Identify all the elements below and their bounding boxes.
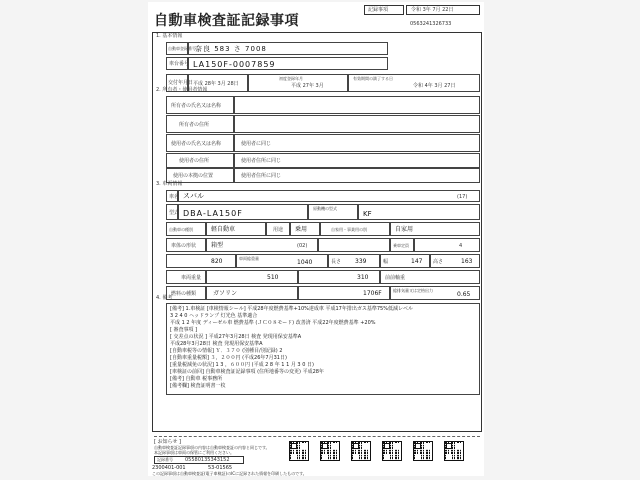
section-remarks-title: 4. 備考 bbox=[156, 295, 173, 301]
capacity-value-cell bbox=[414, 238, 480, 252]
use-label: 用途 bbox=[273, 227, 284, 233]
capacity-value: 4 bbox=[459, 243, 463, 249]
remarks-box bbox=[166, 303, 480, 395]
engine-value: KF bbox=[363, 210, 372, 218]
qr-code-4 bbox=[383, 442, 401, 460]
owner-name-label: 所有者の氏名又は名称 bbox=[171, 103, 222, 109]
axle-front-cell bbox=[206, 270, 298, 284]
footer-code-mid: 53-01565 bbox=[208, 465, 233, 471]
user-addr-label: 使用者の住所 bbox=[179, 158, 210, 164]
maker-value: スバル bbox=[183, 192, 204, 200]
width-value: 147 bbox=[411, 258, 423, 265]
expiry-cell bbox=[348, 74, 480, 92]
base-value: 使用者住所に同じ bbox=[241, 173, 282, 179]
shape-value: 箱型 bbox=[211, 242, 224, 249]
weight-label: 車両重量 bbox=[181, 275, 202, 281]
owner-name-label-cell bbox=[166, 96, 234, 114]
engine-label-cell bbox=[308, 204, 358, 220]
section-owner-title: 2. 所有者・使用者情報 bbox=[156, 87, 208, 93]
private-label-cell bbox=[320, 222, 390, 236]
axle-front-value: 510 bbox=[267, 274, 279, 281]
maker-value-cell bbox=[178, 190, 480, 202]
use-label-cell bbox=[266, 222, 290, 236]
header-stamp-text: 記録事項 bbox=[368, 7, 389, 13]
first-reg-value: 平成 27年 3月 bbox=[291, 83, 324, 89]
base-value-cell bbox=[234, 168, 480, 183]
gross-value: 1040 bbox=[297, 259, 313, 266]
issue-value: 平成 28年 3月 28日 bbox=[193, 81, 239, 87]
section-vehicle-title: 3. 車両情報 bbox=[156, 181, 183, 187]
footer-hint-line-2: 本記録事項は車両の保管にご利用ください。 bbox=[154, 450, 234, 455]
remark-line-1: [備考] 1.車検証 [車検情報シール] 平成28年度燃費基準+10%達成車 平成17年排出ガス基準75%低減レベル bbox=[170, 306, 413, 312]
first-reg-label: 初度登録年月 bbox=[279, 76, 303, 81]
weight-value: 820 bbox=[211, 258, 223, 265]
user-name-label: 使用者の氏名又は名称 bbox=[171, 141, 222, 147]
reg-label-cell bbox=[166, 42, 196, 55]
footer-hint-title: [ お知らせ ] bbox=[154, 439, 181, 445]
weight-cell bbox=[166, 254, 236, 268]
width-label: 幅 bbox=[383, 259, 389, 265]
expiry-value: 令和 4年 3月 27日 bbox=[413, 83, 456, 89]
user-name-value: 使用者に同じ bbox=[241, 141, 272, 147]
issue-label: 交付年月日 bbox=[168, 80, 194, 86]
remark-line-12: [備考欄] 検査証明書一枚 bbox=[170, 383, 226, 389]
chassis-label: 車台番号 bbox=[169, 61, 190, 67]
shape-code: (02) bbox=[297, 243, 308, 249]
chassis-label-cell bbox=[166, 57, 188, 70]
private-value: 自家用 bbox=[395, 226, 414, 233]
remark-line-3: 平成 1 2 年度 ディーゼル車 燃費基準 (ＪＣ０８モード) 改善済 平成22年度燃費基準 +20% bbox=[170, 320, 376, 326]
type-value-cell bbox=[206, 222, 266, 236]
footer-separator bbox=[154, 436, 480, 437]
axle-label: 前前軸重 bbox=[385, 275, 406, 281]
category-cell bbox=[298, 286, 390, 300]
header-date-box bbox=[406, 5, 480, 15]
shape-value-cell bbox=[206, 238, 318, 252]
displacement-cell bbox=[390, 286, 480, 300]
use-value: 乗用 bbox=[295, 226, 308, 233]
qr-code-6 bbox=[445, 442, 463, 460]
displacement-label: 総排気量又は定格出力 bbox=[393, 288, 433, 293]
width-cell bbox=[380, 254, 430, 268]
footer-disclaimer: この記録事項は自動車検査証(電子車検証)のICに記録された情報を印刷したものです。 bbox=[152, 471, 307, 476]
model-label-cell bbox=[166, 204, 178, 220]
type-label-cell bbox=[166, 222, 206, 236]
model-label: 型式 bbox=[169, 210, 180, 216]
owner-name-value-cell bbox=[234, 96, 480, 114]
fuel-value-cell bbox=[206, 286, 298, 300]
document-page bbox=[148, 2, 484, 476]
qr-code-5 bbox=[414, 442, 432, 460]
user-name-label-cell bbox=[166, 134, 234, 152]
engine-label: 原動機の型式 bbox=[313, 206, 337, 211]
shape-label-cell bbox=[166, 238, 206, 252]
qr-code-2 bbox=[321, 442, 339, 460]
remark-line-2: 3 2 4 0 ヘッドランプ 灯光色 基準適合 bbox=[170, 313, 258, 319]
maker-code: (17) bbox=[457, 194, 468, 200]
gross-label: 車両総重量 bbox=[239, 256, 259, 261]
remark-line-4: [ 審査事項 ] bbox=[170, 327, 198, 333]
engine-value-cell bbox=[358, 204, 480, 220]
axle-label-cell bbox=[380, 270, 480, 284]
chassis-value: LA150F-0007859 bbox=[193, 60, 276, 69]
displacement-value: 0.65 bbox=[457, 291, 471, 298]
length-value: 339 bbox=[355, 258, 367, 265]
header-stamp bbox=[364, 5, 404, 15]
user-name-value-cell bbox=[234, 134, 480, 152]
fuel-label: 燃料の種類 bbox=[171, 291, 197, 297]
chassis-value-cell bbox=[188, 57, 388, 70]
remark-line-6: 平成28年3月28日 検査 発現用保安基準A bbox=[170, 341, 263, 347]
maker-label: 車名 bbox=[169, 194, 180, 200]
remark-line-5: [ 交差点の状況 ] 平成27年3月28日 検査 発現用保安基準A bbox=[170, 334, 302, 340]
first-reg-cell bbox=[248, 74, 348, 92]
height-value: 163 bbox=[461, 258, 473, 265]
axle-rear-value: 310 bbox=[357, 274, 369, 281]
shape-label: 車体の形状 bbox=[171, 243, 197, 249]
model-value: DBA-LA150F bbox=[183, 209, 243, 218]
reg-value-cell bbox=[188, 42, 388, 55]
weight-label-cell bbox=[166, 270, 206, 284]
footer-barcode-box bbox=[154, 456, 244, 464]
length-cell bbox=[328, 254, 380, 268]
height-label: 高さ bbox=[433, 259, 444, 265]
header-date: 令和 3年 7月 22日 bbox=[411, 7, 454, 13]
user-addr-value: 使用者住所に同じ bbox=[241, 158, 282, 164]
remark-line-9: [重量税減免の状況] 1 3 ，６００円 (平成 2 8 年 1 1 月 3 0 日) bbox=[170, 362, 314, 368]
capacity-label: 乗車定員 bbox=[393, 243, 409, 248]
user-addr-value-cell bbox=[234, 153, 480, 168]
base-label: 使用の本拠の位置 bbox=[173, 173, 214, 179]
gross-cell bbox=[236, 254, 328, 268]
owner-addr-label: 所有者の住所 bbox=[179, 122, 210, 128]
capacity-blank-cell bbox=[318, 238, 390, 252]
reg-value: 奈良 583 さ 7008 bbox=[195, 45, 267, 53]
category-value: 1706F bbox=[363, 290, 382, 297]
maker-label-cell bbox=[166, 190, 178, 202]
length-label: 長さ bbox=[331, 259, 342, 265]
user-addr-label-cell bbox=[166, 153, 234, 168]
height-cell bbox=[430, 254, 480, 268]
capacity-label-cell bbox=[390, 238, 414, 252]
footer-hint-line-1: 自動車検査証記録事項の内容は自動車検査証の内容と同じです。 bbox=[154, 445, 270, 450]
remark-line-7: [自動車税等の情報] Ｙ．３７０ (別種目/別記録) 2 bbox=[170, 348, 283, 354]
section-basic-title: 1. 基本情報 bbox=[156, 33, 183, 39]
fuel-value: ガソリン bbox=[213, 290, 238, 297]
type-label: 自動車の種別 bbox=[169, 227, 193, 232]
model-value-cell bbox=[178, 204, 308, 220]
owner-addr-label-cell bbox=[166, 115, 234, 133]
document-title: 自動車検査証記録事項 bbox=[154, 13, 299, 29]
remark-line-10: [車検証の前回] 自動車検査証記録事項 (住所地番等の変更) 平成28年 bbox=[170, 369, 324, 375]
qr-code-3 bbox=[352, 442, 370, 460]
expiry-label: 有効期間の満了する日 bbox=[353, 76, 393, 81]
type-value: 軽自動車 bbox=[211, 226, 236, 233]
owner-addr-value-cell bbox=[234, 115, 480, 133]
footer-barcode-label: 記録番号 bbox=[157, 457, 173, 462]
qr-code-1 bbox=[290, 442, 308, 460]
axle-rear-cell bbox=[298, 270, 380, 284]
private-label: 自家用・事業用の別 bbox=[331, 227, 367, 232]
private-value-cell bbox=[390, 222, 480, 236]
footer-code-left: 2300401-001 bbox=[152, 465, 186, 471]
remark-line-8: [自動車重量税額] ３，２００円 (平成26年7月31日) bbox=[170, 355, 287, 361]
reg-label: 自動車登録番号 bbox=[168, 46, 196, 51]
document-number: 0563241326733 bbox=[410, 21, 452, 27]
remark-line-11: [備考] 自動車 税事務所 bbox=[170, 376, 223, 382]
use-value-cell bbox=[290, 222, 320, 236]
footer-barcode-value: 05580135343152 bbox=[185, 457, 230, 463]
